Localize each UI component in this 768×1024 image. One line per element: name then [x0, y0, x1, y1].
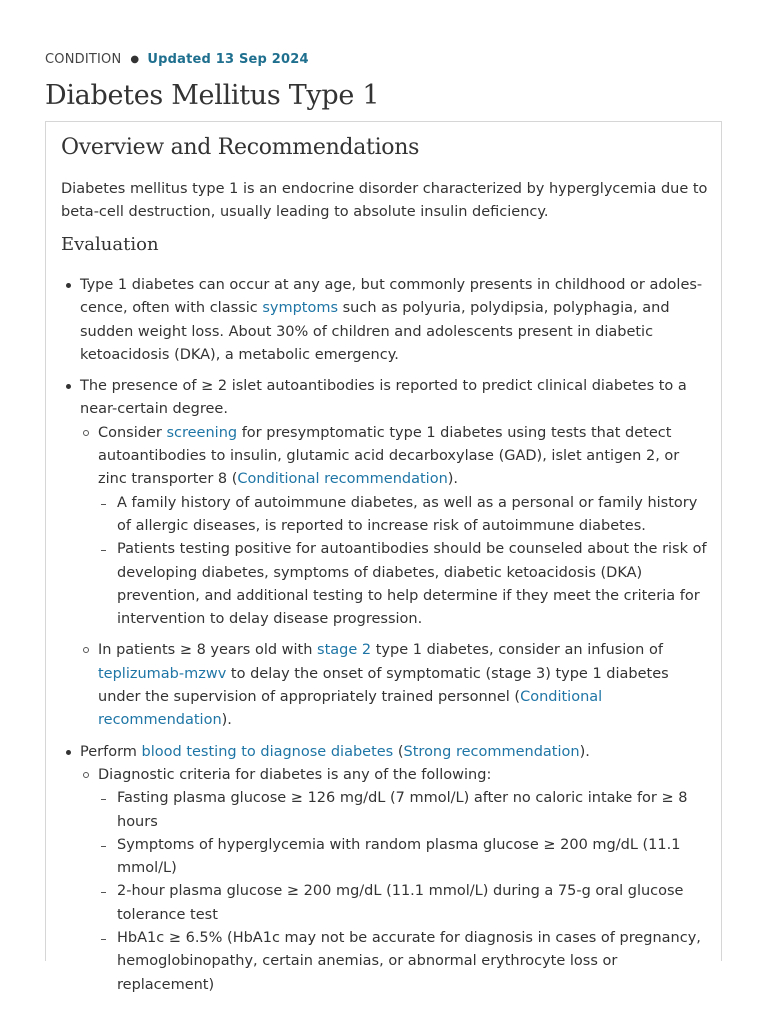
item-text: Type 1 diabetes can occur at any age, but commonly presents in childhood or adolescence, often with classic — [80, 277, 703, 317]
page-title: Diabetes Mellitus Type 1 — [45, 80, 380, 111]
list-item: A family history of autoimmune diabetes, as well as a personal or family history of allergic diseases, is reported to increase risk of autoimmune diabetes. — [98, 492, 711, 539]
overview-card-content — [61, 122, 711, 1005]
item-text: In patients ≥ 8 years old with — [98, 642, 318, 659]
item-text: such as polyuria, polydipsia, polyphagia, and sudden weight loss. About 30% of children and adolescents present in diabetic ketoacidosis (DKA), a metabolic emergency. — [80, 300, 670, 363]
blood-testing-link[interactable]: blood testing to diagnose diabetes — [141, 743, 394, 760]
sub-list — [80, 764, 711, 997]
item-text: Consider — [98, 424, 167, 441]
overview-heading: Overview and Recommendations — [61, 135, 420, 160]
conditional-recommendation-link[interactable]: Conditional recommendation — [237, 471, 448, 488]
screening-link[interactable]: screening — [166, 424, 238, 441]
item-text: ). — [579, 743, 590, 760]
updated-date: Updated 13 Sep 2024 — [147, 52, 309, 67]
stage-2-link[interactable]: stage 2 — [317, 642, 372, 659]
item-text: for presymptomatic type 1 diabetes using tests that detect autoantibodies to insulin, glutamic acid decarboxylase (GAD), islet antigen 2, or zinc transporter 8 ( — [98, 424, 680, 488]
list-item — [61, 375, 711, 732]
teplizumab-link[interactable]: teplizumab-mzwv — [98, 665, 227, 682]
symptoms-link[interactable]: symptoms — [262, 300, 339, 317]
article-meta — [45, 52, 309, 67]
content-type-label: CONDITION — [45, 52, 122, 67]
list-item — [61, 274, 711, 367]
list-item — [61, 741, 711, 997]
item-text: The presence of ≥ 2 islet autoantibodies is reported to predict clinical diabetes to a near-certain degree. — [80, 378, 687, 418]
strong-recommendation-link[interactable]: Strong recommendation — [403, 743, 580, 760]
list-item: Fasting plasma glucose ≥ 126 mg/dL (7 mmol/L) after no caloric intake for ≥ 8 hours — [98, 787, 711, 834]
criteria-list — [98, 787, 711, 997]
item-text: type 1 diabetes, consider an infusion of — [371, 642, 663, 659]
list-item: Symptoms of hyperglycemia with random plasma glucose ≥ 200 mg/dL (11.1 mmol/L) — [98, 834, 711, 881]
item-text: to delay the onset of symptomatic (stage 3) type 1 diabetes under the supervision of appropriately trained personnel ( — [98, 665, 669, 706]
list-item — [80, 422, 711, 632]
list-item — [80, 764, 711, 997]
overview-intro: Diabetes mellitus type 1 is an endocrine disorder characterized by hyperglycemia due to beta-cell destruction, usually leading to absolute insulin deficiency. — [61, 181, 708, 220]
item-text: ). — [447, 471, 459, 488]
item-text: ( — [393, 743, 404, 760]
item-text: ). — [221, 712, 232, 729]
evaluation-heading: Evaluation — [61, 234, 159, 255]
detail-list — [98, 492, 711, 632]
list-item: HbA1c ≥ 6.5% (HbA1c may not be accurate for diagnosis in cases of pregnancy, hemoglobinopathy, certain anemias, or abnormal erythrocyte loss or replacement) — [98, 927, 711, 997]
sub-list — [80, 422, 711, 733]
overview-card — [45, 121, 722, 993]
conditional-recommendation-link[interactable]: Conditional recommendation — [98, 689, 603, 729]
item-text: Perform — [80, 743, 142, 760]
separator-dot-icon: ● — [130, 54, 140, 65]
item-text: Diagnostic criteria for diabetes is any of the following: — [98, 766, 492, 783]
list-item — [80, 639, 711, 732]
list-item: 2-hour plasma glucose ≥ 200 mg/dL (11.1 mmol/L) during a 75-g oral glucose tolerance test — [98, 880, 711, 927]
evaluation-list — [61, 274, 711, 997]
list-item: Patients testing positive for autoantibodies should be counseled about the risk of developing diabetes, symptoms of diabetes, diabetic ketoacidosis (DKA) prevention, and additional testing to help determine if they meet the criteria for intervention to delay disease progression. — [98, 538, 711, 631]
